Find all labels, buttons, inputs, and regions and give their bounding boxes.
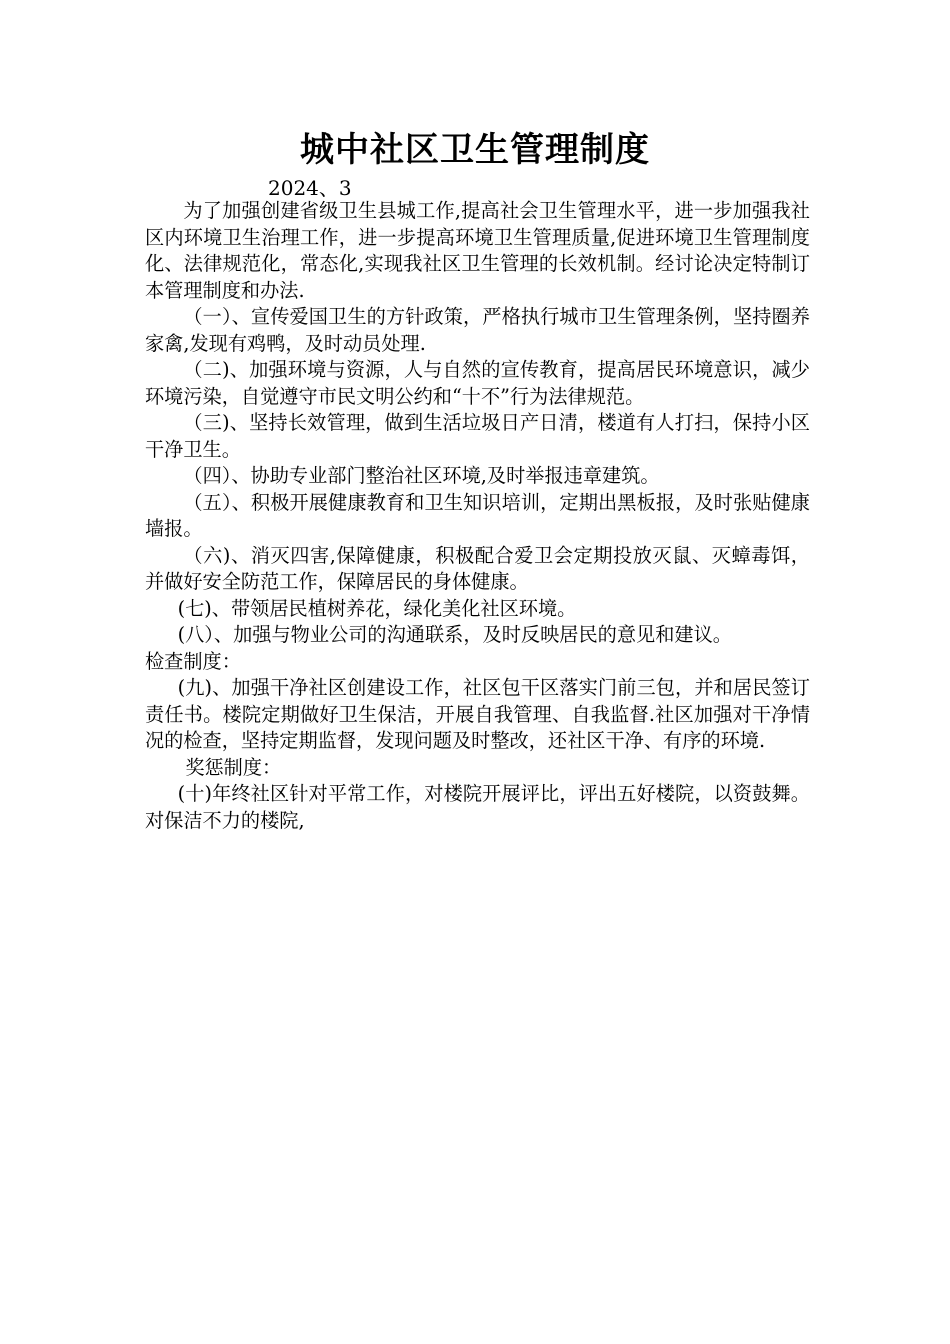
- paragraph-item-4: （四）、协助专业部门整治社区环境,及时举报违章建筑。: [183, 464, 660, 487]
- paragraph-item-3: （三)、坚持长效管理，做到生活垃圾日产日清，楼道有人打扫，保持小区干净卫生。: [145, 411, 810, 461]
- paragraph-item-9: (九)、加强干净社区创建设工作，社区包干区落实门前三包，并和居民签订责任书。楼院定期做好卫生保洁，开展自我管理、自我监督.社区加强对干净情况的检查，坚持定期监督，发现问题及时整改，还社区干净、有序的环境.: [145, 676, 810, 752]
- section-heading-inspection: 检查制度：: [145, 649, 241, 673]
- paragraph-item-10: (十)年终社区针对平常工作，对楼院开展评比，评出五好楼院，以资鼓舞。对保洁不力的楼院,: [145, 782, 810, 832]
- paragraph-intro: 为了加强创建省级卫生县城工作,提高社会卫生管理水平，进一步加强我社区内环境卫生治理工作，进一步提高环境卫生管理质量,促进环境卫生管理制度化、法律规范化，常态化,实现我社区卫生管理的长效机制。经讨论决定特制订本管理制度和办法.: [145, 199, 810, 302]
- paragraph-item-1: （一）、宣传爱国卫生的方针政策，严格执行城市卫生管理条例，坚持圈养家禽,发现有鸡鸭，及时动员处理.: [145, 305, 810, 355]
- document-title: 城中社区卫生管理制度: [300, 130, 650, 170]
- paragraph-item-2: （二)、加强环境与资源，人与自然的宣传教育，提高居民环境意识，减少环境污染，自觉遵守市民文明公约和“十不”行为法律规范。: [145, 358, 810, 408]
- paragraph-item-6: （六)、消灭四害,保障健康，积极配合爱卫会定期投放灭鼠、灭蟑毒饵，并做好安全防范工作，保障居民的身体健康。: [145, 543, 810, 593]
- paragraph-item-8: (八）、加强与物业公司的沟通联系，及时反映居民的意见和建议。: [177, 623, 732, 646]
- paragraph-item-7: (七)、带领居民植树养花，绿化美化社区环境。: [177, 596, 577, 620]
- paragraph-item-5: （五）、积极开展健康教育和卫生知识培训，定期出黑板报，及时张贴健康墙报。: [145, 490, 810, 540]
- document-date: 2024、3: [268, 176, 352, 200]
- document-body: [145, 198, 810, 834]
- section-heading-rewards: 奖惩制度：: [185, 755, 282, 779]
